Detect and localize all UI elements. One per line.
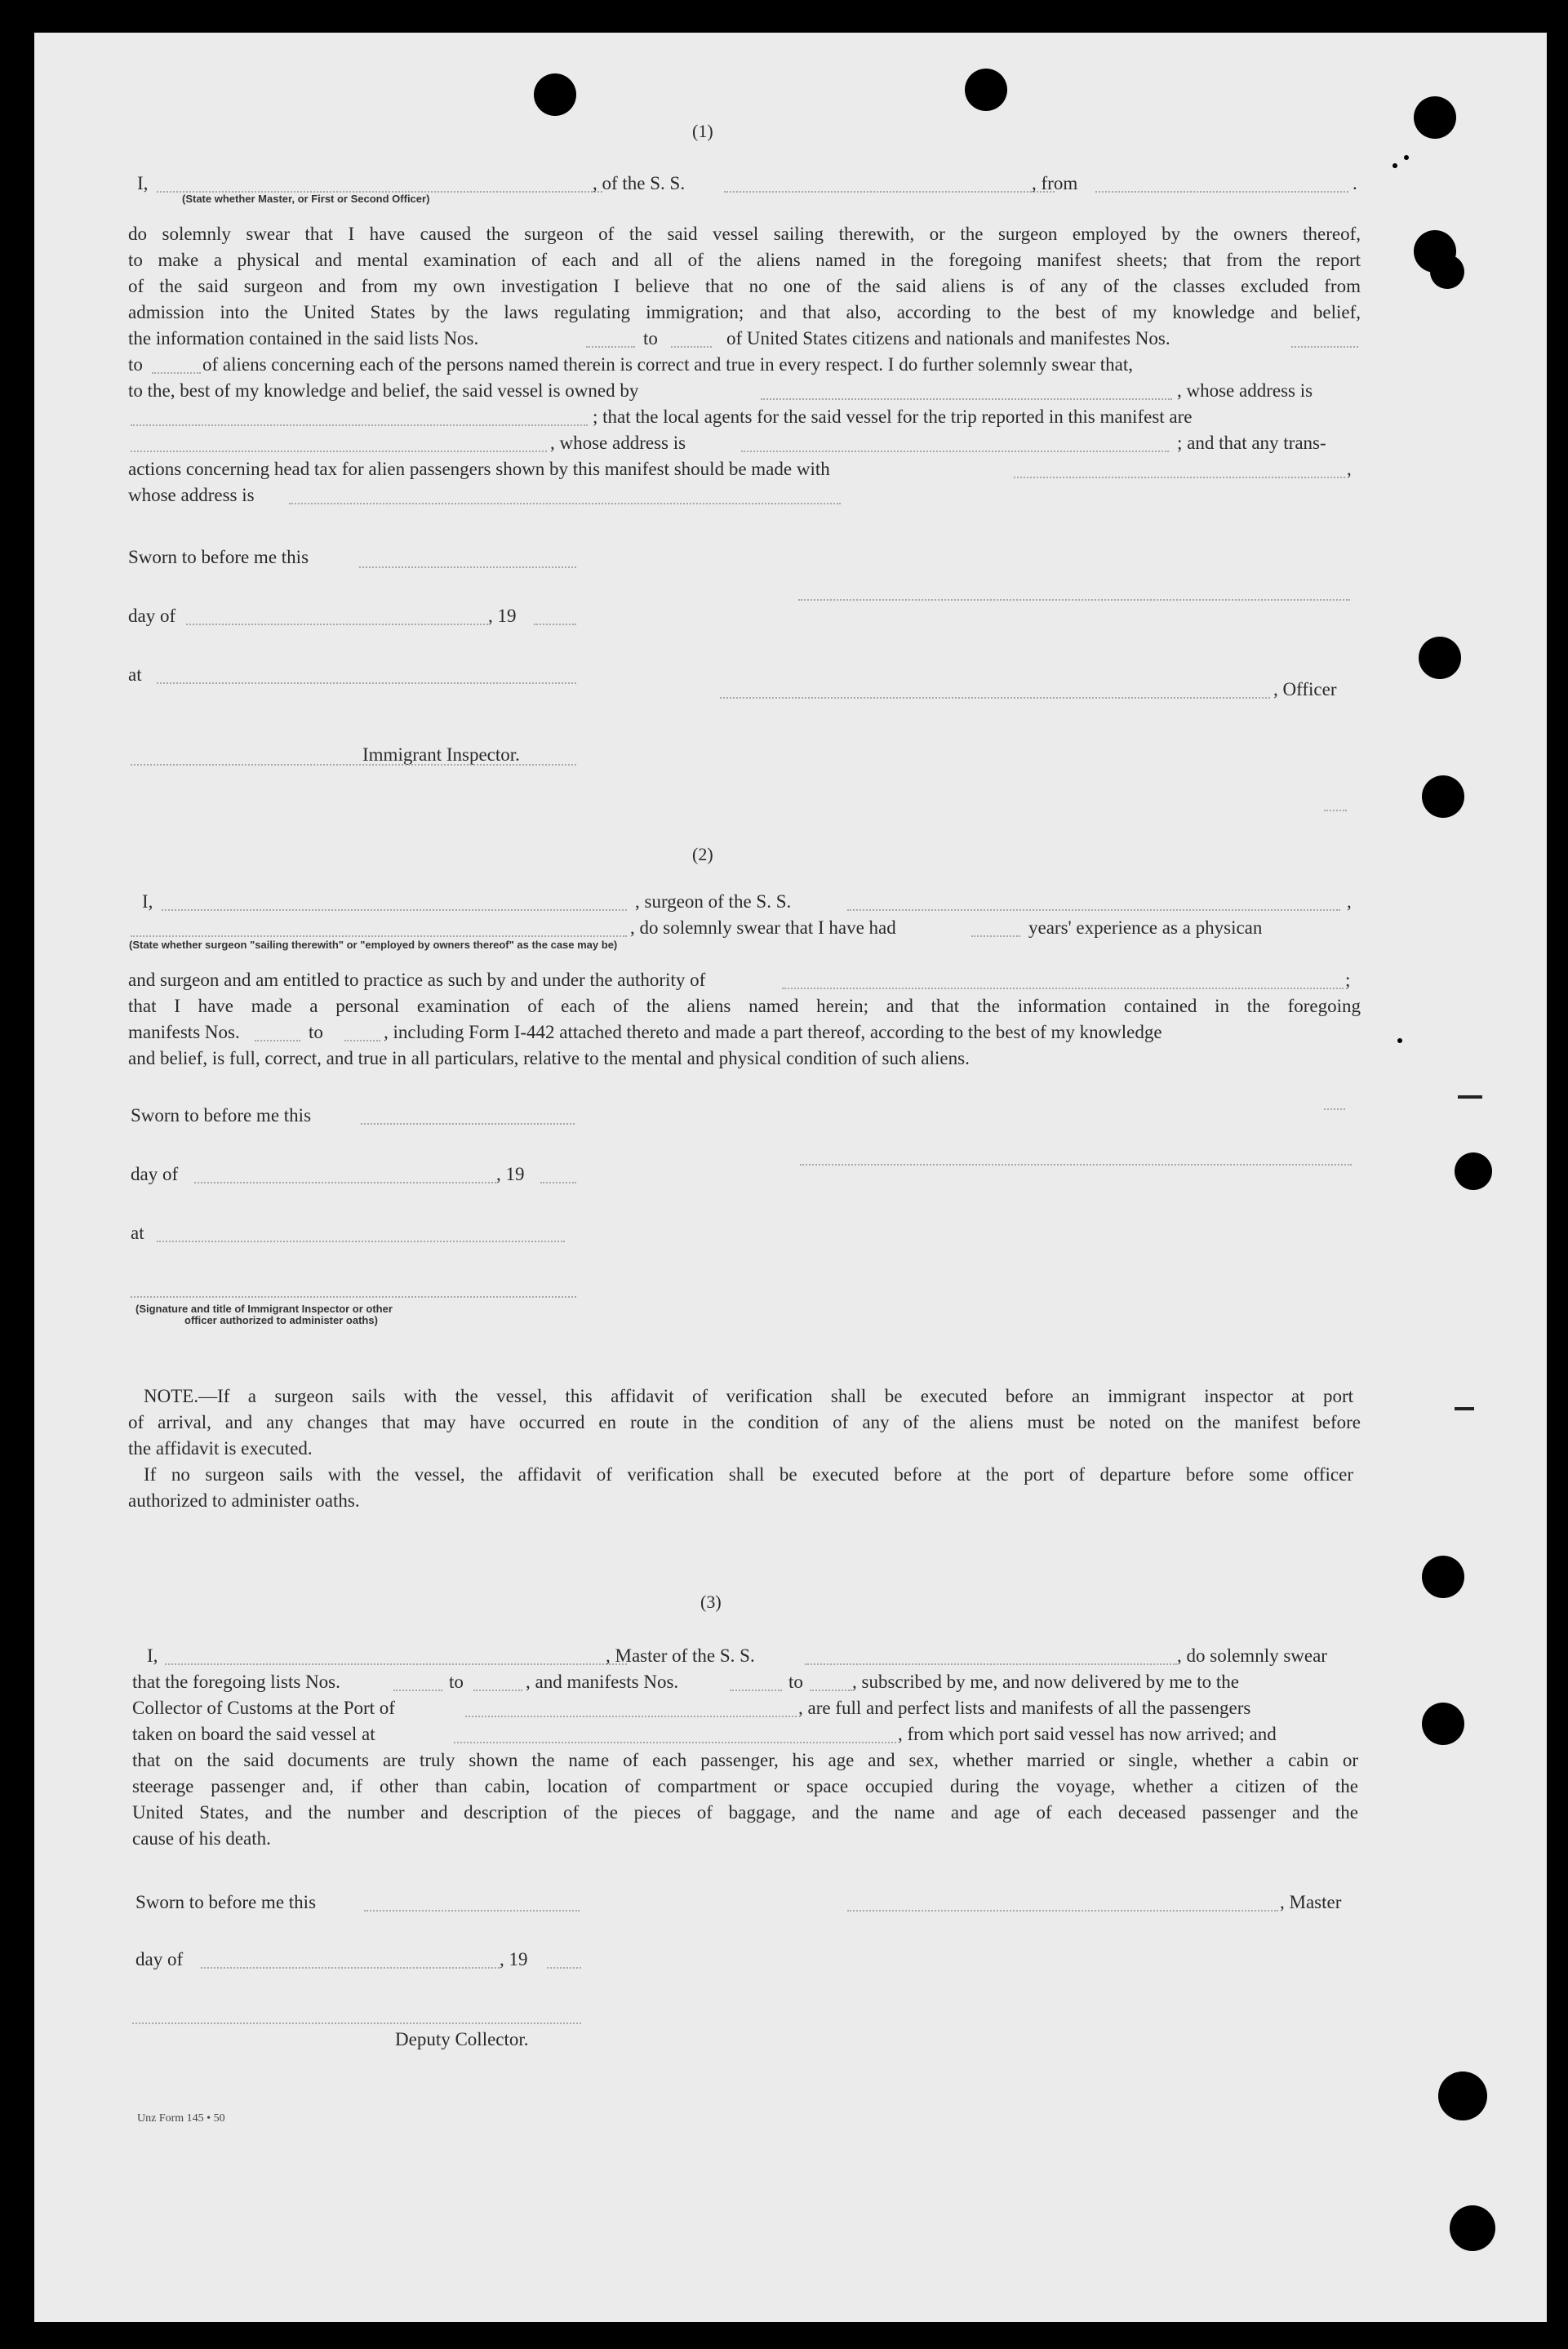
note-line: of arrival, and any changes that may have occurred en route in the condition of any of the aliens must be noted on the manifest before [128,1412,1361,1432]
text: manifests Nos. [128,1022,240,1042]
text-line: United States, and the number and description of the pieces of baggage, and the name and age of each deceased passenger and the [132,1802,1358,1823]
blank-field [1324,810,1347,811]
text: , [1347,459,1352,479]
punch-hole [1450,2205,1495,2251]
blank-field [393,1690,442,1691]
text: , surgeon of the S. S. [635,891,792,912]
blank-field [131,451,547,452]
text-line: do solemnly swear that I have caused the surgeon of the said vessel sailing therewith, or the surgeon employed by the owners thereof, [128,224,1361,244]
day-label: day of [131,1164,179,1184]
blank-field [131,935,627,937]
blank-field [730,1690,782,1691]
blank-field [671,346,712,348]
text-line: of the said surgeon and from my own investigation I believe that no one of the said aliens is of any of the classes excluded from [128,276,1361,296]
signature-line [847,1910,1278,1912]
text: . [1353,173,1357,193]
sworn-label: Sworn to before me this [131,1105,312,1126]
blank-field [1291,346,1358,348]
punch-hole [1430,255,1464,289]
punch-hole [1438,2071,1487,2120]
text: of aliens concerning each of the persons named therein is correct and true in every respect. I do further solemnly swear that, [202,354,1133,375]
punch-hole [534,73,576,116]
blank-field [152,372,201,374]
text: Collector of Customs at the Port of [132,1698,395,1718]
signature-line [132,2023,581,2024]
collector-label: Deputy Collector. [395,2029,529,2049]
day-label: day of [128,606,176,626]
blank-field [162,909,627,911]
blank-field [157,682,576,684]
punch-hole [1422,775,1464,818]
signature-line [720,697,1270,699]
punch-hole [1422,1556,1464,1598]
text: to [788,1672,803,1692]
caption: (State whether Master, or First or Second Officer) [182,193,430,205]
blank-field [586,346,635,348]
text-line: cause of his death. [132,1828,271,1849]
section-number: (3) [700,1592,722,1612]
text: ; that the local agents for the said vessel for the trip reported in this manifest are [593,406,1193,427]
text: to [309,1022,323,1042]
text: , do solemnly swear that I have had [630,917,896,938]
day-label: day of [135,1949,184,1969]
blank-field [540,1182,576,1183]
text: the information contained in the said lists Nos. [128,328,479,349]
text: I, [142,891,153,912]
text: , subscribed by me, and now delivered by me to the [852,1672,1239,1692]
officer-label: , Officer [1273,679,1337,699]
year-label: , 19 [500,1949,528,1969]
blank-field [344,1040,380,1041]
blank-field [810,1690,852,1691]
text: I, [137,173,149,193]
text: , whose address is [550,433,686,453]
note-line: authorized to administer oaths. [128,1490,360,1511]
blank-field [201,1967,500,1969]
mark [1458,1095,1482,1099]
text: ; and that any trans- [1177,433,1326,453]
at-label: at [131,1223,144,1243]
master-label: , Master [1280,1892,1342,1912]
blank-field [805,1663,1177,1665]
blank-field [131,764,576,766]
blank-field [465,1716,797,1717]
blank-field [534,624,576,625]
punch-hole [1419,637,1461,679]
text: , do solemnly swear [1177,1645,1327,1666]
blank-field [454,1742,896,1743]
blank-field [782,988,1344,989]
punch-hole [1422,1703,1464,1745]
text: , are full and perfect lists and manifests of all the passengers [798,1698,1251,1718]
text: , from which port said vessel has now arrived; and [898,1724,1277,1744]
blank-field [364,1910,580,1912]
sworn-label: Sworn to before me this [135,1892,317,1912]
text: , of the S. S. [593,173,686,193]
text: taken on board the said vessel at [132,1724,375,1744]
speck [1397,1038,1402,1043]
punch-hole [1455,1152,1492,1190]
text-line: to make a physical and mental examination of each and all of the aliens named in the foregoing manifest sheets; that from the report [128,250,1361,270]
at-label: at [128,664,142,685]
text-line: and belief, is full, correct, and true in all particulars, relative to the mental and physical condition of such aliens. [128,1048,970,1068]
text: to [128,354,143,375]
note-line: the affidavit is executed. [128,1438,313,1459]
text: years' experience as a physican [1028,917,1263,938]
text: ; [1345,970,1351,990]
text: , whose address is [1177,380,1313,401]
manifest-page [34,33,1547,2322]
punch-hole [965,69,1007,111]
text: , from [1032,173,1078,193]
text: to the, best of my knowledge and belief, the said vessel is owned by [128,380,639,401]
blank-field [1014,477,1345,478]
text: , including Form I-442 attached thereto and made a part thereof, according to the best of my knowledge [384,1022,1162,1042]
blank-field [724,191,1055,193]
signature-line [131,1296,576,1298]
text-line: steerage passenger and, if other than cabin, location of compartment or space occupied during the voyage, whether a citizen of the [132,1776,1358,1796]
punch-hole [1414,96,1456,139]
blank-field [741,451,1169,452]
blank-field [255,1040,300,1041]
blank-field [971,935,1020,937]
blank-field [131,424,588,426]
text: that the foregoing lists Nos. [132,1672,340,1692]
year-label: , 19 [496,1164,525,1184]
blank-field [473,1690,522,1691]
caption: (Signature and title of Immigrant Inspector or other [135,1303,393,1315]
blank-field [847,909,1340,911]
speck [1404,155,1409,160]
text: I, [147,1645,158,1666]
signature-line [1324,1108,1345,1110]
inspector-label: Immigrant Inspector. [362,744,520,765]
blank-field [547,1967,581,1969]
text: , [1347,891,1352,912]
signature-line [798,599,1350,601]
text: and surgeon and am entitled to practice as such by and under the authority of [128,970,706,990]
blank-field [289,503,841,504]
note-line: If no surgeon sails with the vessel, the affidavit of verification shall be executed before at the port of departure before some officer [144,1464,1353,1485]
section-number: (1) [692,121,713,141]
note-line: NOTE.—If a surgeon sails with the vessel, this affidavit of verification shall be executed before an immigrant inspector at port [144,1386,1353,1406]
blank-field [194,1182,496,1183]
text: , and manifests Nos. [526,1672,679,1692]
text: of United States citizens and nationals and manifestes Nos. [726,328,1170,349]
text: , Master of the S. S. [606,1645,755,1666]
text: to [643,328,658,349]
blank-field [761,398,1172,400]
mark [1455,1407,1474,1410]
section-number: (2) [692,844,713,864]
blank-field [359,566,576,568]
text: whose address is [128,485,255,505]
form-number: Unz Form 145 • 50 [137,2112,225,2125]
caption: officer authorized to administer oaths) [184,1314,378,1326]
speck [1393,163,1397,168]
blank-field [361,1123,575,1125]
year-label: , 19 [488,606,517,626]
text: actions concerning head tax for alien passengers shown by this manifest should be made with [128,459,830,479]
blank-field [1095,191,1348,193]
blank-field [157,1241,565,1242]
text: to [449,1672,464,1692]
blank-field [165,1663,627,1665]
caption: (State whether surgeon "sailing therewith" or "employed by owners thereof" as the case may be) [129,939,618,951]
text-line: that I have made a personal examination of each of the aliens named herein; and that the information contained in the foregoing [128,996,1361,1016]
text-line: admission into the United States by the laws regulating immigration; and that also, according to the best of my knowledge and belief, [128,302,1361,322]
blank-field [186,624,488,625]
signature-line [800,1164,1352,1166]
text-line: that on the said documents are truly shown the name of each passenger, his age and sex, whether married or single, whether a cabin or [132,1750,1358,1770]
sworn-label: Sworn to before me this [128,547,309,567]
